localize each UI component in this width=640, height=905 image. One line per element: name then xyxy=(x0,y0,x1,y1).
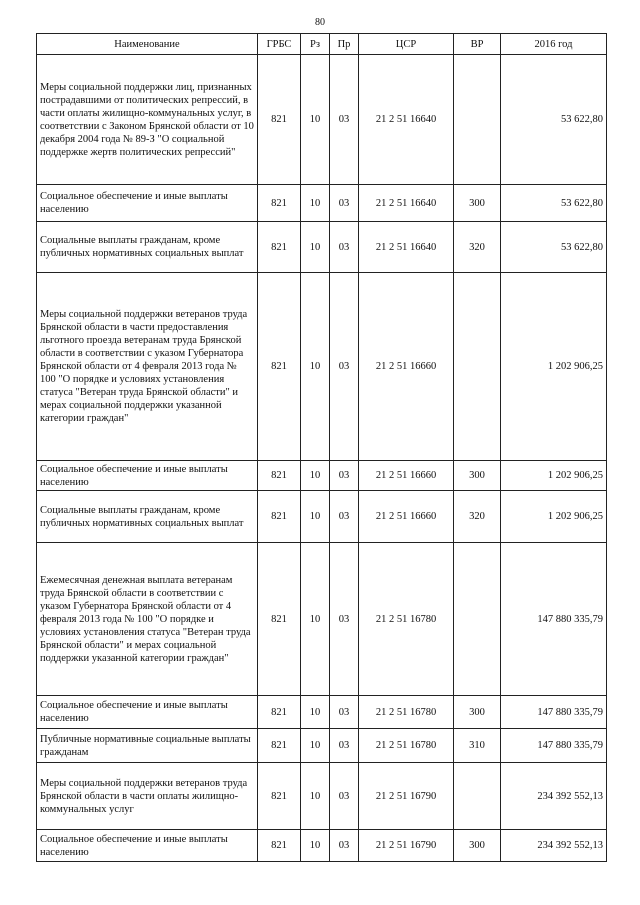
cell-name: Ежемесячная денежная выплата ветеранам труда Брянской области в соответствии с указом Губернатора Брянской области от 4 февраля 2013 года № 100 "О порядке и условиях установления статуса "Ветеран труда Брянской области" и мерах социальной поддержки указанной категории граждан" xyxy=(37,543,258,696)
cell-name: Социальные выплаты гражданам, кроме публичных нормативных социальных выплат xyxy=(37,491,258,543)
col-header-vr: ВР xyxy=(454,34,501,55)
cell-name: Публичные нормативные социальные выплаты гражданам xyxy=(37,729,258,763)
cell-csr: 21 2 51 16780 xyxy=(359,696,454,729)
table-row xyxy=(37,696,607,729)
cell-vr: 310 xyxy=(454,729,501,763)
cell-rz: 10 xyxy=(301,461,330,491)
cell-csr: 21 2 51 16780 xyxy=(359,543,454,696)
cell-pr: 03 xyxy=(330,491,359,543)
cell-grbs: 821 xyxy=(258,696,301,729)
cell-csr: 21 2 51 16790 xyxy=(359,763,454,830)
cell-pr: 03 xyxy=(330,222,359,273)
cell-vr xyxy=(454,55,501,185)
table-row xyxy=(37,55,607,185)
cell-vr: 300 xyxy=(454,461,501,491)
table-row xyxy=(37,543,607,696)
cell-pr: 03 xyxy=(330,543,359,696)
cell-amount: 147 880 335,79 xyxy=(501,696,607,729)
col-header-year: 2016 год xyxy=(501,34,607,55)
cell-pr: 03 xyxy=(330,830,359,862)
cell-grbs: 821 xyxy=(258,763,301,830)
cell-rz: 10 xyxy=(301,273,330,461)
cell-pr: 03 xyxy=(330,696,359,729)
cell-rz: 10 xyxy=(301,55,330,185)
cell-grbs: 821 xyxy=(258,491,301,543)
cell-grbs: 821 xyxy=(258,185,301,222)
cell-vr: 300 xyxy=(454,830,501,862)
table-row xyxy=(37,461,607,491)
cell-pr: 03 xyxy=(330,185,359,222)
table-row xyxy=(37,185,607,222)
cell-rz: 10 xyxy=(301,185,330,222)
cell-csr: 21 2 51 16660 xyxy=(359,273,454,461)
cell-vr xyxy=(454,763,501,830)
col-header-rz: Рз xyxy=(301,34,330,55)
cell-csr: 21 2 51 16640 xyxy=(359,185,454,222)
cell-name: Социальное обеспечение и иные выплаты населению xyxy=(37,696,258,729)
cell-amount: 53 622,80 xyxy=(501,222,607,273)
cell-amount: 234 392 552,13 xyxy=(501,830,607,862)
cell-pr: 03 xyxy=(330,461,359,491)
cell-name: Социальное обеспечение и иные выплаты населению xyxy=(37,830,258,862)
cell-name: Меры социальной поддержки лиц, признанных пострадавшими от политических репрессий, в части оплаты жилищно-коммунальных услуг, в соответствии с Законом Брянской области от 10 декабря 2004 года № 89-З "О социальной поддержке жертв политических репрессий" xyxy=(37,55,258,185)
cell-vr xyxy=(454,543,501,696)
cell-amount: 1 202 906,25 xyxy=(501,491,607,543)
cell-name: Социальное обеспечение и иные выплаты населению xyxy=(37,461,258,491)
cell-name: Социальные выплаты гражданам, кроме публичных нормативных социальных выплат xyxy=(37,222,258,273)
cell-rz: 10 xyxy=(301,763,330,830)
cell-amount: 147 880 335,79 xyxy=(501,543,607,696)
table-row xyxy=(37,222,607,273)
cell-rz: 10 xyxy=(301,491,330,543)
cell-csr: 21 2 51 16780 xyxy=(359,729,454,763)
cell-vr xyxy=(454,273,501,461)
cell-rz: 10 xyxy=(301,830,330,862)
cell-rz: 10 xyxy=(301,696,330,729)
cell-rz: 10 xyxy=(301,222,330,273)
cell-pr: 03 xyxy=(330,729,359,763)
cell-vr: 300 xyxy=(454,185,501,222)
col-header-name: Наименование xyxy=(37,34,258,55)
budget-table xyxy=(36,33,607,862)
cell-vr: 320 xyxy=(454,222,501,273)
col-header-csr: ЦСР xyxy=(359,34,454,55)
header-row xyxy=(37,34,607,55)
cell-csr: 21 2 51 16790 xyxy=(359,830,454,862)
cell-vr: 300 xyxy=(454,696,501,729)
cell-csr: 21 2 51 16640 xyxy=(359,55,454,185)
cell-grbs: 821 xyxy=(258,543,301,696)
cell-csr: 21 2 51 16660 xyxy=(359,461,454,491)
table-row xyxy=(37,763,607,830)
col-header-pr: Пр xyxy=(330,34,359,55)
cell-pr: 03 xyxy=(330,273,359,461)
cell-name: Меры социальной поддержки ветеранов труда Брянской области в части оплаты жилищно-коммунальных услуг xyxy=(37,763,258,830)
cell-name: Социальное обеспечение и иные выплаты населению xyxy=(37,185,258,222)
cell-amount: 1 202 906,25 xyxy=(501,461,607,491)
cell-pr: 03 xyxy=(330,763,359,830)
cell-rz: 10 xyxy=(301,543,330,696)
cell-pr: 03 xyxy=(330,55,359,185)
page-number: 80 xyxy=(315,17,325,28)
cell-grbs: 821 xyxy=(258,273,301,461)
cell-grbs: 821 xyxy=(258,830,301,862)
cell-amount: 234 392 552,13 xyxy=(501,763,607,830)
cell-grbs: 821 xyxy=(258,222,301,273)
cell-csr: 21 2 51 16640 xyxy=(359,222,454,273)
col-header-grbs: ГРБС xyxy=(258,34,301,55)
cell-grbs: 821 xyxy=(258,729,301,763)
cell-grbs: 821 xyxy=(258,55,301,185)
cell-rz: 10 xyxy=(301,729,330,763)
cell-name: Меры социальной поддержки ветеранов труда Брянской области в части предоставления льготного проезда ветеранам труда Брянской области в соответствии с указом Губернатора Брянской области от 4 февраля 2013 года № 100 "О порядке и условиях установления статуса "Ветеран труда Брянской области" и мерах социальной поддержки указанной категории граждан" xyxy=(37,273,258,461)
table-row xyxy=(37,491,607,543)
cell-amount: 53 622,80 xyxy=(501,185,607,222)
cell-amount: 53 622,80 xyxy=(501,55,607,185)
table-row xyxy=(37,830,607,862)
table-row xyxy=(37,273,607,461)
cell-csr: 21 2 51 16660 xyxy=(359,491,454,543)
cell-amount: 1 202 906,25 xyxy=(501,273,607,461)
table-row xyxy=(37,729,607,763)
cell-grbs: 821 xyxy=(258,461,301,491)
cell-vr: 320 xyxy=(454,491,501,543)
cell-amount: 147 880 335,79 xyxy=(501,729,607,763)
